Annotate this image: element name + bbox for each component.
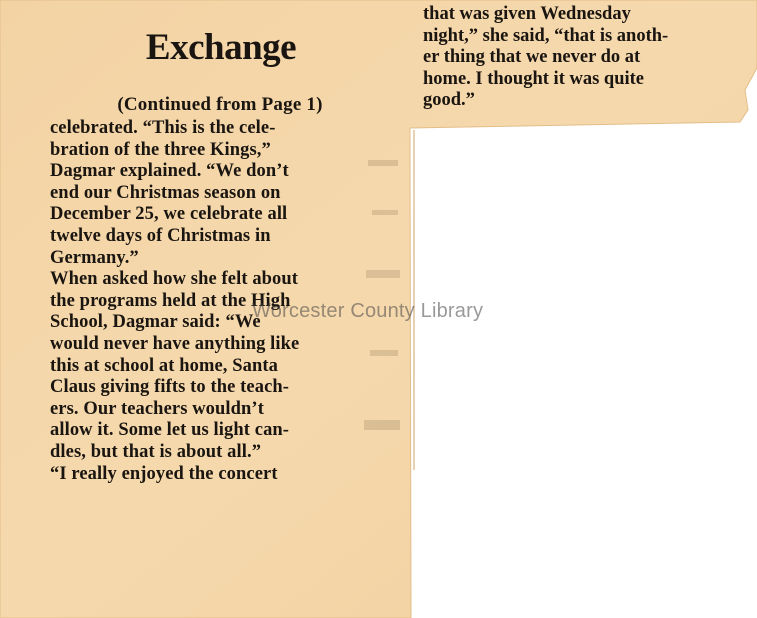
body-line: allow it. Some let us light can-: [50, 420, 290, 441]
body-line: School, Dagmar said: “We: [50, 312, 261, 333]
continued-from-note: (Continued from Page 1): [117, 94, 323, 115]
article-headline: Exchange: [145, 27, 297, 68]
article-right-column: [423, 4, 719, 112]
body-line: good.”: [423, 90, 475, 111]
body-line: er thing that we never do at: [423, 47, 641, 68]
body-line: would never have anything like: [50, 333, 300, 354]
body-line: that was given Wednesday: [423, 4, 631, 24]
body-line: the programs held at the High: [50, 290, 291, 311]
body-line: December 25, we celebrate all: [50, 204, 288, 225]
body-line: dles, but that is about all.”: [50, 441, 262, 462]
body-line: celebrated. “This is the cele-: [50, 118, 276, 138]
body-line: “I really enjoyed the concert: [50, 463, 278, 484]
body-line: Germany.”: [50, 247, 139, 268]
body-line: Dagmar explained. “We don’t: [50, 161, 289, 182]
body-line: When asked how she felt about: [50, 269, 299, 290]
body-line: this at school at home, Santa: [50, 355, 278, 376]
body-line: Claus giving fifts to the teach-: [50, 377, 290, 398]
body-line: end our Christmas season on: [50, 182, 281, 203]
body-line: twelve days of Christmas in: [50, 225, 271, 246]
body-line: ers. Our teachers wouldn’t: [50, 398, 264, 419]
body-line: bration of the three Kings,”: [50, 139, 271, 160]
library-watermark: Worcester County Library: [252, 300, 484, 322]
article-left-column: [50, 22, 352, 485]
body-line: night,” she said, “that is anoth-: [423, 25, 669, 46]
body-line: home. I thought it was quite: [423, 68, 644, 89]
